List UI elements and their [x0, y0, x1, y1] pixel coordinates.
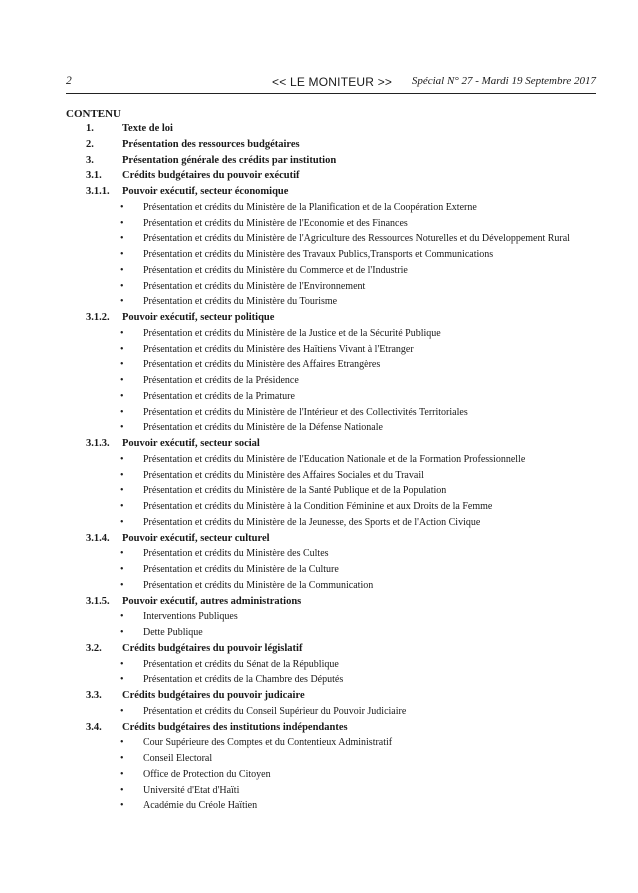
toc-text: Présentation et crédits du Ministère de l'Education Nationale et de la Formation Professionnelle — [143, 453, 526, 465]
toc-text: Présentation et crédits du Ministère de la Communication — [143, 579, 374, 591]
bullet-icon: • — [120, 343, 124, 355]
toc-text: Crédits budgétaires du pouvoir exécutif — [122, 170, 300, 182]
toc-number: 2. — [86, 138, 94, 150]
bullet-icon: • — [120, 264, 124, 276]
bullet-icon: • — [120, 422, 124, 434]
toc-text: Présentation et crédits du Ministère du Commerce et de l'Industrie — [143, 264, 408, 276]
toc-text: Présentation et crédits du Ministère des Affaires Sociales et du Travail — [143, 469, 424, 481]
toc-number: 3.1.1. — [86, 186, 110, 197]
toc-text: Présentation et crédits du Ministère de la Justice et de la Sécurité Publique — [143, 327, 441, 339]
toc-text: Texte de loi — [122, 123, 173, 134]
toc-item — [0, 704, 638, 720]
toc-item — [0, 625, 638, 641]
bullet-icon: • — [120, 516, 124, 528]
bullet-icon: • — [120, 359, 124, 371]
toc-heading — [0, 310, 638, 326]
toc-text: Présentation et crédits du Ministère des Cultes — [143, 548, 329, 560]
toc-text: Université d'Etat d'Haïti — [143, 784, 240, 796]
toc-number: 3.1.2. — [86, 312, 110, 323]
toc-item — [0, 420, 638, 436]
toc-text: Présentation et crédits du Ministère des Travaux Publics,Transports et Communications — [143, 249, 494, 260]
toc-item — [0, 751, 638, 767]
toc-item — [0, 483, 638, 499]
toc-text: Cour Supérieure des Comptes et du Contentieux Administratif — [143, 737, 393, 749]
toc-text: Pouvoir exécutif, secteur politique — [122, 312, 275, 323]
bullet-icon: • — [120, 296, 124, 308]
bullet-icon: • — [120, 737, 124, 749]
toc-heading — [0, 720, 638, 736]
contents-title: CONTENU — [66, 108, 122, 120]
toc-text: Interventions Publiques — [143, 611, 238, 623]
toc-item — [0, 672, 638, 688]
bullet-icon: • — [120, 705, 124, 717]
bullet-icon: • — [120, 327, 124, 339]
toc-text: Pouvoir exécutif, secteur culturel — [122, 532, 270, 544]
bullet-icon: • — [120, 784, 124, 796]
bullet-icon: • — [120, 768, 124, 780]
toc-text: Présentation et crédits du Ministère à la Condition Féminine et aux Droits de la Femme — [143, 501, 493, 512]
table-of-contents — [0, 121, 638, 814]
toc-number: 3.2. — [86, 642, 102, 654]
toc-text: Présentation et crédits du Ministère de la Planification et de la Coopération Externe — [143, 201, 477, 213]
toc-item — [0, 373, 638, 389]
toc-heading — [0, 688, 638, 704]
toc-text: Présentation et crédits du Ministère du Tourisme — [143, 296, 338, 308]
toc-item — [0, 578, 638, 594]
header-rule — [66, 93, 596, 94]
bullet-icon: • — [120, 753, 124, 764]
toc-text: Présentation et crédits du Ministère de l'Economie et des Finances — [143, 217, 408, 229]
toc-number: 3.1.4. — [86, 532, 110, 544]
toc-text: Présentation générale des crédits par institution — [122, 154, 337, 166]
bullet-icon: • — [120, 201, 124, 213]
toc-item — [0, 767, 638, 783]
bullet-icon: • — [120, 611, 124, 623]
toc-text: Présentation et crédits du Ministère des Haïtiens Vivant à l'Etranger — [143, 343, 414, 355]
toc-item — [0, 405, 638, 421]
toc-number: 3.4. — [86, 721, 102, 733]
page-header — [66, 75, 596, 91]
bullet-icon: • — [120, 249, 124, 260]
toc-item — [0, 200, 638, 216]
toc-item — [0, 216, 638, 232]
toc-item — [0, 515, 638, 531]
bullet-icon: • — [120, 375, 124, 386]
toc-number: 3.1. — [86, 170, 102, 182]
toc-heading — [0, 594, 638, 610]
bullet-icon: • — [120, 453, 124, 465]
toc-item — [0, 279, 638, 295]
toc-item — [0, 326, 638, 342]
toc-text: Crédits budgétaires du pouvoir législatif — [122, 642, 303, 654]
toc-text: Présentation des ressources budgétaires — [122, 138, 300, 150]
toc-item — [0, 357, 638, 373]
toc-text: Présentation et crédits de la Primature — [143, 390, 295, 402]
toc-item — [0, 735, 638, 751]
bullet-icon: • — [120, 280, 124, 292]
toc-text: Présentation et crédits du Ministère des Affaires Etrangères — [143, 359, 381, 371]
bullet-icon: • — [120, 579, 124, 591]
bullet-icon: • — [120, 485, 124, 497]
toc-heading — [0, 121, 638, 137]
toc-number: 3.3. — [86, 690, 102, 701]
toc-number: 3.1.5. — [86, 595, 110, 607]
toc-text: Crédits budgétaires des institutions indépendantes — [122, 721, 348, 733]
toc-text: Conseil Electoral — [143, 753, 213, 764]
toc-text: Académie du Créole Haïtien — [143, 800, 258, 812]
toc-text: Présentation et crédits du Ministère de l'Agriculture des Ressources Noturelles et du Développement Rural — [143, 233, 570, 245]
toc-text: Présentation et crédits du Ministère de la Santé Publique et de la Population — [143, 485, 447, 497]
bullet-icon: • — [120, 217, 124, 229]
toc-text: Présentation et crédits du Conseil Supérieur du Pouvoir Judiciaire — [143, 705, 407, 717]
toc-item — [0, 657, 638, 673]
toc-heading — [0, 641, 638, 657]
toc-item — [0, 562, 638, 578]
bullet-icon: • — [120, 548, 124, 560]
toc-text: Crédits budgétaires du pouvoir judicaire — [122, 690, 305, 701]
toc-text: Pouvoir exécutif, autres administrations — [122, 595, 302, 607]
toc-number: 3. — [86, 154, 94, 166]
toc-item — [0, 263, 638, 279]
toc-text: Présentation et crédits du Ministère de la Défense Nationale — [143, 422, 383, 434]
toc-item — [0, 342, 638, 358]
bullet-icon: • — [120, 674, 124, 686]
publication-title: << LE MONITEUR >> — [272, 75, 393, 89]
toc-text: Pouvoir exécutif, secteur économique — [122, 186, 289, 197]
bullet-icon: • — [120, 658, 124, 670]
toc-item — [0, 499, 638, 515]
toc-text: Dette Publique — [143, 627, 203, 638]
toc-heading — [0, 436, 638, 452]
bullet-icon: • — [120, 501, 124, 512]
toc-heading — [0, 531, 638, 547]
toc-text: Présentation et crédits du Ministère de la Culture — [143, 564, 339, 575]
bullet-icon: • — [120, 406, 124, 418]
toc-text: Office de Protection du Citoyen — [143, 768, 271, 780]
toc-text: Présentation et crédits du Sénat de la République — [143, 658, 339, 670]
bullet-icon: • — [120, 233, 124, 245]
toc-text: Présentation et crédits de la Présidence — [143, 375, 299, 386]
toc-heading — [0, 168, 638, 184]
toc-item — [0, 609, 638, 625]
toc-number: 3.1.3. — [86, 438, 110, 449]
bullet-icon: • — [120, 390, 124, 402]
toc-item — [0, 798, 638, 814]
toc-item — [0, 452, 638, 468]
toc-item — [0, 294, 638, 310]
toc-text: Pouvoir exécutif, secteur social — [122, 438, 260, 449]
page-number: 2 — [66, 75, 72, 87]
bullet-icon: • — [120, 627, 124, 638]
toc-item — [0, 231, 638, 247]
toc-item — [0, 468, 638, 484]
toc-text: Présentation et crédits du Ministère de l'Intérieur et des Collectivités Territoriales — [143, 406, 468, 418]
toc-text: Présentation et crédits du Ministère de la Jeunesse, des Sports et de l'Action Civique — [143, 516, 481, 528]
toc-text: Présentation et crédits de la Chambre des Députés — [143, 674, 344, 686]
toc-number: 1. — [86, 123, 94, 134]
toc-text: Présentation et crédits du Ministère de l'Environnement — [143, 280, 366, 292]
toc-item — [0, 389, 638, 405]
toc-heading — [0, 137, 638, 153]
bullet-icon: • — [120, 469, 124, 481]
toc-heading — [0, 153, 638, 169]
issue-info: Spécial N° 27 - Mardi 19 Septembre 2017 — [411, 75, 596, 87]
bullet-icon: • — [120, 800, 124, 812]
toc-item — [0, 247, 638, 263]
toc-heading — [0, 184, 638, 200]
bullet-icon: • — [120, 564, 124, 575]
toc-item — [0, 546, 638, 562]
toc-item — [0, 783, 638, 799]
